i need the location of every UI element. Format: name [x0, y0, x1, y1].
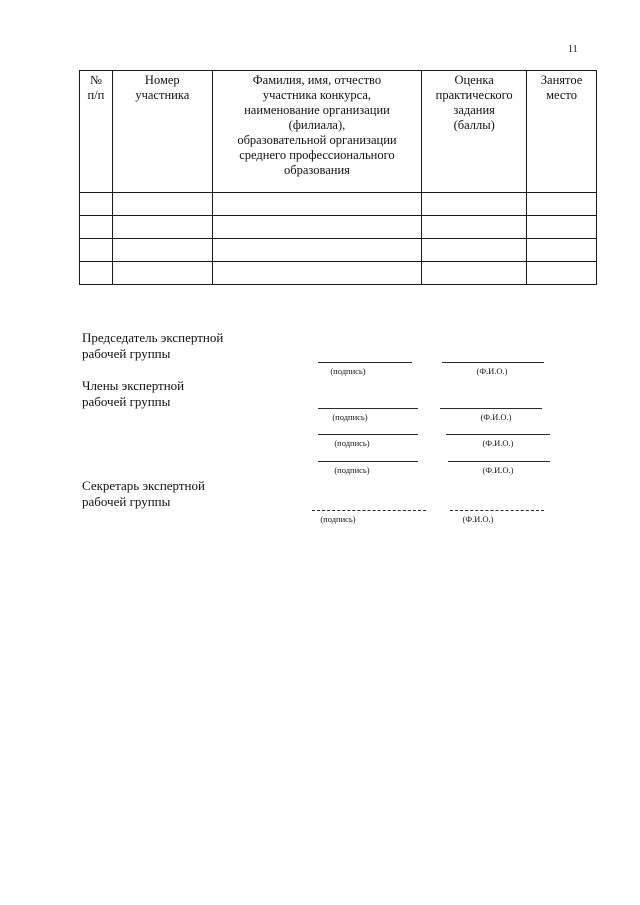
chair-label: Председатель экспертной рабочей группы	[82, 330, 224, 361]
chair-name-caption: (Ф.И.О.)	[476, 366, 508, 376]
members-label: Члены экспертной рабочей группы	[82, 378, 185, 409]
table-header-row	[80, 71, 597, 193]
header-number: № п/п	[80, 71, 113, 193]
chair-name-line[interactable]	[442, 362, 544, 363]
table-row	[80, 193, 597, 216]
results-table	[79, 70, 597, 285]
header-place: Занятое место	[527, 71, 597, 193]
chair-signature-caption: (подпись)	[330, 366, 366, 376]
member-3-signature-caption: (подпись)	[334, 465, 370, 475]
member-3-signature-line[interactable]	[318, 461, 418, 462]
table-row	[80, 262, 597, 285]
page-number: 11	[568, 44, 578, 55]
member-1-signature-line[interactable]	[318, 408, 418, 409]
member-1-name-caption: (Ф.И.О.)	[480, 412, 512, 422]
member-2-signature-line[interactable]	[318, 434, 418, 435]
header-participant-name: Фамилия, имя, отчество участника конкурса, наименование организации (филиала), образовательной организации среднего профессионального образования	[212, 71, 422, 193]
table-row	[80, 239, 597, 262]
member-1-signature-caption: (подпись)	[332, 412, 368, 422]
member-3-name-line[interactable]	[448, 461, 550, 462]
secretary-signature-line[interactable]	[312, 510, 426, 511]
chair-signature-line[interactable]	[318, 362, 412, 363]
secretary-signature-caption: (подпись)	[320, 514, 356, 524]
member-2-name-caption: (Ф.И.О.)	[482, 438, 514, 448]
secretary-label: Секретарь экспертной рабочей группы	[82, 478, 205, 509]
secretary-name-line[interactable]	[450, 510, 544, 511]
member-2-signature-caption: (подпись)	[334, 438, 370, 448]
member-1-name-line[interactable]	[440, 408, 542, 409]
secretary-name-caption: (Ф.И.О.)	[462, 514, 494, 524]
header-participant-number: Номер участника	[112, 71, 212, 193]
table-row	[80, 216, 597, 239]
member-2-name-line[interactable]	[446, 434, 550, 435]
header-score: Оценка практического задания (баллы)	[422, 71, 527, 193]
member-3-name-caption: (Ф.И.О.)	[482, 465, 514, 475]
